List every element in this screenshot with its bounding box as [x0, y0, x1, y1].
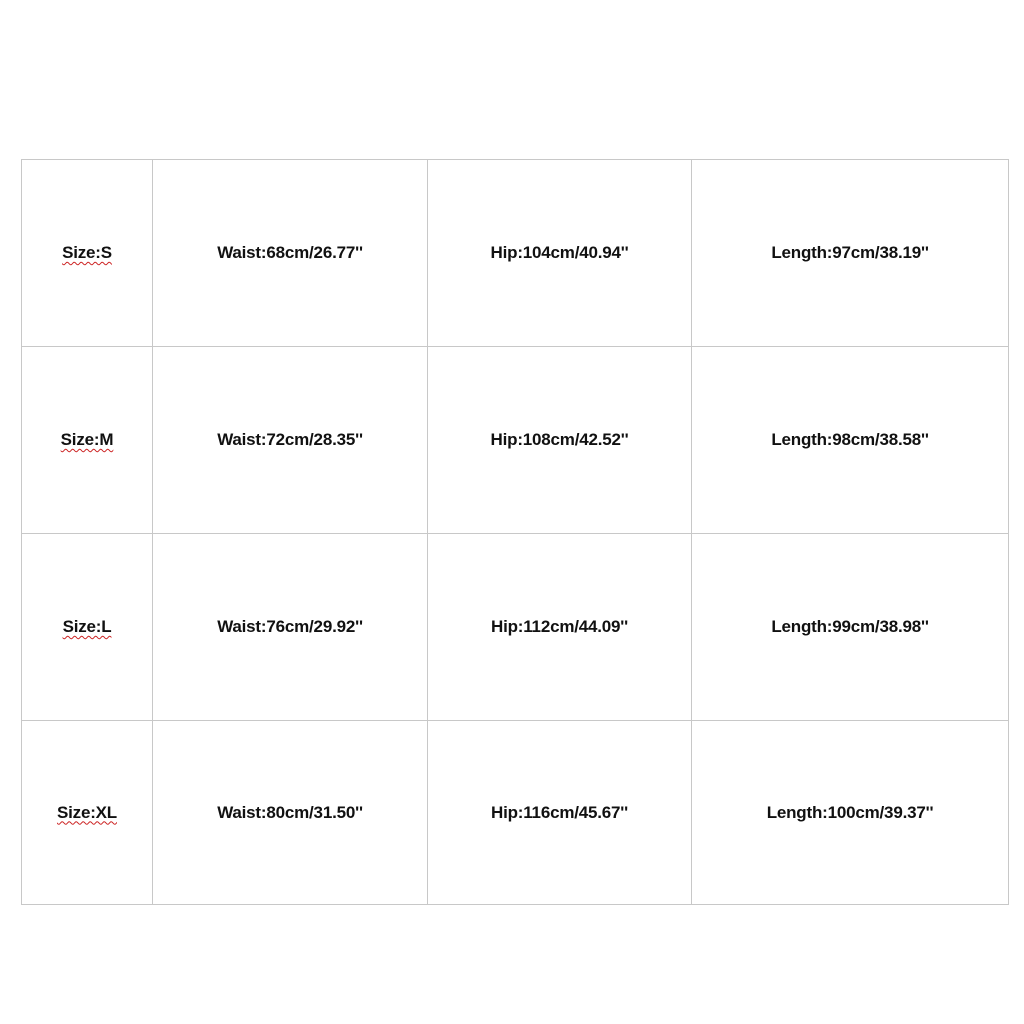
size-label: Size:L [62, 617, 112, 636]
length-cell: Length:100cm/39.37'' [692, 721, 1009, 905]
table-row [22, 160, 1009, 347]
hip-cell: Hip:112cm/44.09'' [428, 534, 692, 721]
table-row [22, 534, 1009, 721]
size-label: Size:S [62, 243, 112, 262]
length-cell: Length:99cm/38.98'' [692, 534, 1009, 721]
size-label: Size:XL [56, 802, 117, 822]
waist-cell: Waist:68cm/26.77'' [153, 160, 428, 347]
size-cell [22, 347, 153, 534]
table-row [22, 347, 1009, 534]
size-label: Size:M [60, 430, 114, 449]
size-cell [22, 721, 153, 905]
waist-cell: Waist:80cm/31.50'' [153, 721, 428, 905]
hip-cell: Hip:104cm/40.94'' [428, 160, 692, 347]
hip-cell: Hip:116cm/45.67'' [428, 721, 692, 905]
size-cell [22, 160, 153, 347]
size-chart-table [21, 159, 1009, 905]
waist-cell: Waist:72cm/28.35'' [153, 347, 428, 534]
length-cell: Length:98cm/38.58'' [692, 347, 1009, 534]
table-row [22, 721, 1009, 905]
waist-cell: Waist:76cm/29.92'' [153, 534, 428, 721]
hip-cell: Hip:108cm/42.52'' [428, 347, 692, 534]
length-cell: Length:97cm/38.19'' [692, 160, 1009, 347]
size-cell [22, 534, 153, 721]
